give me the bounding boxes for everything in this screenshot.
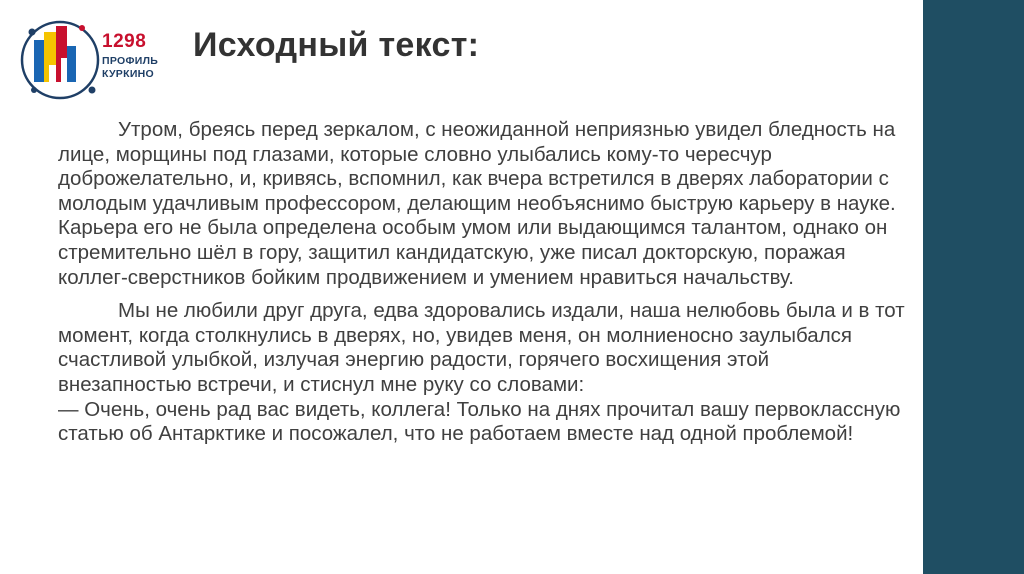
paragraph-1: Утром, бреясь перед зеркалом, с неожиданной неприязнью увидел бледность на лице, морщины под глазами, которые словно улыбались кому-то чересчур доброжелательно, и, кривясь, вспомнил, как вчера встретился в дверях лаборатории с молодым удачливым профессором, делающим необъяснимо быструю карьеру в науке. Карьера его не была определена особым умом или выдающимся талантом, однако он стремительно шёл в гору, защитил кандидатскую, уже писал докторскую, поражая коллег-сверстников бойким продвижением и умением нравиться начальству. (58, 118, 896, 289)
right-side-bar (923, 0, 1024, 574)
logo-dot (31, 87, 37, 93)
slide-title: Исходный текст: (193, 26, 480, 64)
dialogue-line: — Очень, очень рад вас видеть, коллега! Только на днях прочитал вашу первоклассную статью об Антарктике и посожалел, что не работаем вместе над одной проблемой! (58, 397, 901, 446)
source-text (58, 118, 908, 447)
logo-bar-white-2 (61, 58, 67, 82)
logo-dot (79, 25, 85, 31)
logo-bar-white (49, 65, 56, 82)
logo-bar-blue (34, 40, 44, 82)
paragraph-2: Мы не любили друг друга, едва здоровались издали, наша нелюбовь была и в тот момент, когда столкнулись в дверях, но, увидев меня, он молниеносно заулыбался счастливой улыбкой, излучая энергию радости, горячего восхищения этой внезапностью встречи, и стиснул мне руку со словами: (58, 299, 905, 396)
logo-text-line2: КУРКИНО (102, 68, 155, 80)
logo-dot (29, 29, 36, 36)
logo-number: 1298 (102, 31, 147, 52)
logo-text-line1: ПРОФИЛЬ (102, 55, 159, 67)
school-logo (20, 10, 180, 110)
logo-dot (89, 87, 96, 94)
logo-bar-blue-2 (67, 46, 76, 82)
